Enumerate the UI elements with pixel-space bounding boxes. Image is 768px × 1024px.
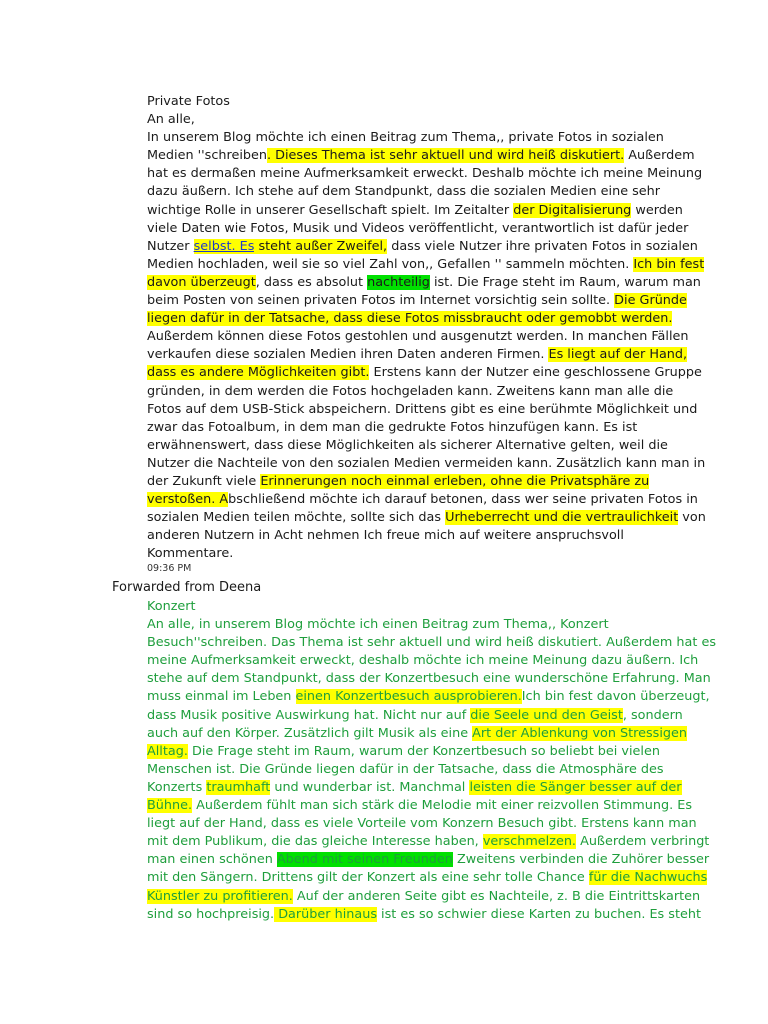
text-segment: Fotos auf dem USB-Stick abspeichern. Drittens gibt es eine berühmte Möglichkeit und — [147, 401, 698, 417]
text-line — [147, 401, 698, 419]
highlighted-phrase: nachteilig — [367, 274, 430, 290]
text-segment: dass Musik positive Auswirkung hat. Nicht nur auf — [147, 707, 471, 723]
highlighted-phrase: Erinnerungen noch einmal erleben, ohne die Privatsphäre zu — [260, 473, 650, 489]
highlighted-phrase: die Seele und den Geist — [470, 707, 623, 723]
text-line — [147, 129, 667, 147]
text-line — [147, 93, 667, 111]
text-segment: , sondern — [622, 707, 683, 723]
text-line — [147, 419, 667, 437]
text-line — [147, 437, 667, 455]
text-line — [147, 634, 717, 652]
text-line — [147, 779, 682, 797]
text-line — [147, 725, 688, 743]
text-segment: bschließend möchte ich darauf betonen, dass wer seine privaten Fotos in — [228, 492, 698, 508]
text-segment: Die Frage steht im Raum, warum der Konzertbesuch so beliebt bei vielen — [187, 743, 660, 759]
text-segment: wichtige Rolle in unserer Gesellschaft spielt. Im Zeitalter — [147, 202, 514, 218]
text-segment: Auf der anderen Seite gibt es Nachteile, z. B die Eintrittskarten — [292, 888, 701, 904]
text-segment: sozialen Medien teilen möchte, sollte sich das — [147, 510, 446, 526]
text-segment: Ich bin fest davon überzeugt, — [521, 689, 710, 705]
text-line — [147, 688, 710, 706]
text-segment: Erstens kann der Nutzer eine geschlossene Gruppe — [369, 365, 702, 381]
message-private-fotos — [147, 93, 706, 563]
text-segment: Menschen ist. Die Gründe liegen dafür in der Tatsache, dass die Atmosphäre des — [147, 761, 664, 777]
highlighted-phrase: traumhaft — [206, 779, 271, 795]
text-segment: Außerdem verbringt — [576, 834, 710, 850]
text-segment: liegt auf der Hand, dass es viele Vorteile vom Konzern Besuch gibt. Erstens kann man — [147, 816, 697, 832]
text-line — [147, 383, 674, 401]
text-line — [147, 527, 667, 545]
text-line — [147, 509, 706, 527]
text-line — [147, 183, 667, 201]
text-segment: werden — [631, 202, 683, 218]
text-line — [147, 707, 683, 725]
text-line — [147, 598, 667, 616]
text-segment: man einen schönen — [147, 852, 277, 868]
text-segment: viele Daten wie Fotos, Musik und Videos veröffentlicht, verantwortlich ist dafür jeder — [147, 220, 689, 236]
text-segment: Außerdem — [624, 148, 695, 164]
text-line — [147, 328, 689, 346]
text-line — [147, 743, 667, 761]
forwarded-from-label: Forwarded from Deena — [112, 580, 262, 595]
text-line — [147, 652, 699, 670]
highlighted-phrase: . Dieses Thema ist sehr aktuell und wird heiß diskutiert. — [267, 148, 625, 164]
text-line — [147, 888, 701, 906]
message-timestamp: 09:36 PM — [147, 563, 192, 574]
hyperlink[interactable]: selbst. Es — [193, 238, 255, 254]
highlighted-phrase: der Digitalisierung — [513, 202, 632, 218]
text-segment: dazu äußern. Ich stehe auf dem Standpunkt, dass die sozialen Medien eine sehr — [147, 184, 661, 200]
text-segment: Medien ''schreiben — [147, 148, 268, 164]
text-segment: Besuch''schreiben. Das Thema ist sehr aktuell und wird heiß diskutiert. Außerdem hat es — [147, 635, 717, 651]
highlighted-phrase: liegen dafür in der Tatsache, dass diese Fotos missbraucht oder gemobbt werden. — [147, 311, 673, 327]
text-segment: mit den Sängern. Drittens gilt der Konzert als eine sehr tolle Chance — [147, 870, 589, 886]
text-segment: Konzert — [147, 599, 196, 614]
highlighted-phrase: Alltag. — [147, 743, 188, 759]
text-line — [147, 473, 667, 491]
text-line — [147, 906, 701, 924]
highlighted-phrase: verstoßen. A — [147, 492, 229, 508]
text-segment: Kommentare. — [147, 546, 234, 562]
text-segment: Außerdem können diese Fotos gestohlen und ausgenutzt werden. In manchen Fällen — [147, 329, 689, 345]
text-line — [147, 491, 698, 509]
text-segment: anderen Nutzern in Acht nehmen Ich freue mich auf weitere anspruchsvoll — [147, 528, 624, 544]
highlighted-phrase: Bühne. — [147, 798, 193, 814]
highlighted-phrase: davon überzeugt — [147, 274, 256, 290]
highlighted-phrase: leisten die Sänger besser auf der — [469, 779, 682, 795]
text-line — [147, 545, 667, 563]
text-segment: ist. Die Frage steht im Raum, warum man — [429, 274, 701, 290]
text-segment: Nutzer die Nachteile von den sozialen Medien vermeiden kann. Zusätzlich kann man in — [147, 455, 706, 471]
text-line — [147, 455, 706, 473]
text-segment: und wunderbar ist. Manchmal — [270, 779, 470, 795]
text-line — [147, 256, 705, 274]
text-segment: gründen, in dem werden die Fotos hochgeladen kann. Zweitens kann man alle die — [147, 383, 674, 399]
highlighted-phrase: Ich bin fest — [633, 256, 705, 272]
text-segment: , dass es absolut — [255, 274, 368, 290]
text-segment: Zweitens verbinden die Zuhörer besser — [452, 852, 710, 868]
text-segment: verkaufen diese sozialen Medien ihren Daten anderen Firmen. — [147, 347, 549, 363]
text-line — [147, 346, 688, 364]
text-line — [147, 364, 702, 382]
text-segment: mit dem Publikum, die das gleiche Interesse haben, — [147, 834, 483, 850]
text-segment: In unserem Blog möchte ich einen Beitrag zum Thema,, private Fotos in sozialen — [147, 130, 664, 146]
text-line — [147, 670, 711, 688]
text-segment: An alle, — [147, 112, 195, 128]
text-line — [147, 165, 703, 183]
text-segment: sind so hochpreisig. — [147, 906, 275, 922]
text-line — [147, 274, 701, 292]
highlighted-phrase: Urheberrecht und die vertraulichkeit — [445, 510, 679, 526]
text-segment: Außerdem fühlt man sich stärk die Melodie mit einer reizvollen Stimmung. Es — [192, 798, 692, 814]
text-segment: Nutzer — [147, 238, 194, 254]
text-segment: dass viele Nutzer ihre privaten Fotos in sozialen — [387, 238, 698, 254]
text-segment: hat es dermaßen meine Aufmerksamkeit erweckt. Deshalb möchte ich meine Meinung — [147, 166, 703, 182]
text-line — [147, 616, 667, 634]
text-line — [147, 238, 698, 256]
highlighted-phrase: einen Konzertbesuch ausprobieren. — [295, 689, 522, 705]
text-line — [147, 815, 697, 833]
message-konzert — [147, 598, 717, 924]
text-segment: Private Fotos — [147, 94, 230, 109]
text-segment: meine Aufmerksamkeit erweckt, deshalb möchte ich meine Meinung dazu äußern. Ich — [147, 653, 699, 669]
highlighted-phrase: Art der Ablenkung von Stressigen — [472, 725, 688, 741]
text-line — [147, 761, 667, 779]
text-segment: Konzerts — [147, 779, 207, 795]
text-segment: der Zukunft viele — [147, 473, 261, 489]
text-line — [147, 147, 695, 165]
text-segment: An alle, in unserem Blog möchte ich einen Beitrag zum Thema,, Konzert — [147, 617, 609, 633]
text-segment: auch auf den Körper. Zusätzlich gilt Musik als eine — [147, 725, 473, 741]
text-segment: muss einmal im Leben — [147, 689, 296, 705]
text-segment: ist es so schwier diese Karten zu buchen. Es steht — [376, 906, 701, 922]
highlighted-phrase: Es liegt auf der Hand, — [548, 347, 688, 363]
text-segment: beim Posten von seinen privaten Fotos im Internet vorsichtig sein sollte. — [147, 293, 615, 309]
text-segment: stehe auf dem Standpunkt, dass der Konzertbesuch eine wunderschöne Erfahrung. Man — [147, 671, 711, 687]
highlighted-phrase: Künstler zu profitieren. — [147, 888, 293, 904]
highlighted-phrase: Die Gründe — [614, 293, 687, 309]
text-line — [147, 833, 710, 851]
highlighted-phrase: verschmelzen. — [482, 834, 576, 850]
text-line — [147, 220, 689, 238]
highlighted-phrase: dass es andere Möglichkeiten gibt. — [147, 365, 370, 381]
highlighted-phrase: Darüber hinaus — [274, 906, 377, 922]
text-line — [147, 292, 687, 310]
text-line — [147, 851, 710, 869]
highlighted-phrase: steht außer Zweifel, — [254, 238, 388, 254]
text-segment: erwähnenswert, dass diese Möglichkeiten als sicherer Alternative gelten, weil die — [147, 437, 668, 453]
highlighted-phrase: Abend mit seinen Freunden — [276, 852, 453, 868]
highlighted-phrase: für die Nachwuchs — [588, 870, 708, 886]
text-line — [147, 797, 692, 815]
text-line — [147, 111, 667, 129]
text-line — [147, 310, 673, 328]
text-segment: von — [678, 510, 706, 526]
text-line — [147, 869, 708, 887]
text-segment: zwar das Fotoalbum, in dem man die gedrukte Fotos hinzufügen kann. Es ist — [147, 419, 638, 435]
text-line — [147, 202, 683, 220]
text-segment: Medien hochladen, weil sie so viel Zahl von,, Gefallen '' sammeln möchten. — [147, 256, 634, 272]
